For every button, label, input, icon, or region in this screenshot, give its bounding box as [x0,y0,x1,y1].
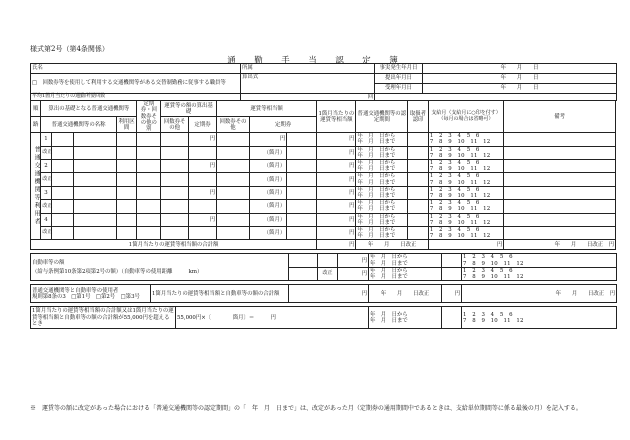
col-pass: 定期券 [189,117,217,133]
table-row [31,146,616,159]
over-calc-cell: 55,000円×〔 箇月〕＝ 円 [176,307,369,329]
col-basis: 算出の基礎となる普通交通機関等 [41,101,137,117]
months-paren: （箇月） [250,146,287,159]
receive-date-label: 受理年月日 [375,84,423,94]
side-label: 普通交通機関等利用者 [31,133,41,240]
monthly-commute-label: 平均1箇月当たりの通勤所要回数 [31,94,241,101]
revision-label: 改正 [41,173,51,186]
period-cell: 年 月 日から 年 月 日まで [356,160,408,173]
col-section: 利用区間 [116,117,137,133]
payment-months[interactable]: 1 2 3 4 5 6 7 8 9 10 11 12 [428,160,503,173]
row-number: 4 [41,213,51,226]
row-number: 2 [41,160,51,173]
col-pass-type: 定期券・回数券その他の別 [137,101,161,133]
payment-months[interactable]: 1 2 3 4 5 6 7 8 9 10 11 12 [428,227,503,240]
yen-unit: 円 [317,200,356,213]
period-cell: 年 月 日から 年 月 日まで [356,146,408,159]
payment-months[interactable]: 1 2 3 4 5 6 7 8 9 10 11 12 [428,146,503,159]
yen-unit: 円 [317,160,356,173]
revision-date-2: 年 月 日改正 円 [462,285,617,303]
footnote: ※ 運賃等の額に改定があった場合における「普通交通機関等の認定期間」の「 年 月 日まで」は、改定があった月（定期券の通用期間中であるときは、支給単位期間等に係る最後の月）を記入する。 [30,405,582,412]
yen-unit: 円 [317,227,356,240]
total-monthly-label: 1箇月当たりの運賃等相当額の合計額 [31,240,317,250]
revision-date-2: 年 月 日改正 円 [504,240,616,250]
col-seq: 順 [31,101,41,117]
car-label: 自動車等の額 [32,259,65,266]
main-table [30,100,616,250]
table-row [31,186,616,199]
yen-unit: 円 [317,146,356,159]
yen-unit: 円 [338,267,369,280]
yen-unit: 円 [317,240,356,250]
yen-unit: 円 [317,133,356,146]
revision-date: 年 月 日改正 [356,240,428,250]
revision-label: 改正 [41,227,51,240]
submit-date-label: 提出年月日 [375,74,423,84]
table-row [31,160,616,173]
yen-unit: 円 [317,186,356,199]
col-monthly: 1箇月当たりの運賃等相当額 [317,101,356,133]
over-table [30,306,617,329]
col-payment: 支給月（支給月に○印を付す）（毎月の場合は省略可） [428,101,503,133]
col-route-name: 普通交通機関等の名称 [41,117,116,133]
period-cell: 年 月 日から 年 月 日まで [356,173,408,186]
col-cert-period: 普通交通機関等の認定期間 [356,101,408,133]
yen-unit: 円 [189,213,217,226]
total-row [31,240,616,250]
period-cell: 年 月 日から 年 月 日まで [369,307,442,329]
months-paren: （箇月） [250,227,287,240]
period-cell: 年 月 日から 年 月 日まで [356,186,408,199]
yen-unit: 円 [189,186,217,199]
yen-unit: 円 [317,173,356,186]
col-remarks: 備考 [504,101,616,133]
times-unit: 回 [241,94,375,101]
yen-unit: 円 [250,133,287,146]
period-cell: 年 月 日から 年 月 日まで [356,227,408,240]
col-count: 回数券その他 [161,117,189,133]
period-cell: 年 月 日から 年 月 日まで [369,267,442,280]
col-route: 路 [31,117,41,133]
revision-date: 年 月 日改正 [369,285,442,303]
table-row [31,173,616,186]
payment-months[interactable]: 1 2 3 4 5 6 7 8 9 10 11 12 [428,213,503,226]
payment-months[interactable]: 1 2 3 4 5 6 7 8 9 10 11 12 [428,173,503,186]
payment-months[interactable]: 1 2 3 4 5 6 7 8 9 10 11 12 [462,267,617,280]
col-verified: 取扱者認印 [408,101,429,133]
period-cell: 年 月 日から 年 月 日まで [369,254,442,267]
over-label: 1箇月当たりの運賃等相当額の合計額又は1箇月当たりの運賃等相当額と自動車等の額の合計額が55,000円を超えるとき [32,308,174,327]
period-cell: 年 月 日から 年 月 日まで [356,133,408,146]
months-paren: （箇月） [250,160,287,173]
yen-unit: 円 [317,213,356,226]
page-title: 通 勤 手 当 認 定 簿 [227,56,403,66]
revision-label: 改正 [318,267,338,280]
payment-months[interactable]: 1 2 3 4 5 6 7 8 9 10 11 12 [428,133,503,146]
event-date-label: 事実発生年月日 [375,64,423,74]
yen-unit: 円 [189,133,217,146]
submit-date-field[interactable]: 年 月 日 [423,74,617,84]
table-row [31,133,616,146]
header-table [30,63,617,101]
receive-date-field[interactable]: 年 月 日 [423,84,617,94]
form-sheet [30,63,616,329]
period-cell: 年 月 日から 年 月 日まで [356,213,408,226]
revision-label: 改正 [41,200,51,213]
col-count2: 回数券その他 [216,117,249,133]
payment-months[interactable]: 1 2 3 4 5 6 7 8 9 10 11 12 [462,254,617,267]
yen-unit: 円 [428,240,503,250]
table-row [31,200,616,213]
period-cell: 年 月 日から 年 月 日まで [356,200,408,213]
calc-formula-label: 算出式 [241,74,375,94]
payment-months[interactable]: 1 2 3 4 5 6 7 8 9 10 11 12 [428,200,503,213]
months-paren: （箇月） [250,200,287,213]
col-pass2: 定期券 [250,117,317,133]
yen-unit: 円 [338,254,369,267]
combined-cell: 普通交通機関等と自動車等の使用者 規則第8条の3 □第1号 □第2号 □第3号 [31,285,151,303]
yen-unit: 円 [189,160,217,173]
car-table [30,253,617,281]
combined-table [30,284,617,303]
event-date-field[interactable]: 年 月 日 [423,64,617,74]
row-number: 1 [41,133,51,146]
payment-months[interactable]: 1 2 3 4 5 6 7 8 9 10 11 12 [428,186,503,199]
col-fare-total: 運賃等相当額 [216,101,316,117]
car-label-cell [31,254,289,281]
table-row [31,213,616,226]
car-sub: （給与条例第10条第2項第2号の額）（自動車等の使用距離 km） [32,268,203,275]
revision-label: 改正 [41,146,51,159]
affiliation-label: 所属 [241,64,375,74]
months-paren: （箇月） [250,173,287,186]
name-label: 氏名 [31,64,241,74]
payment-months[interactable]: 1 2 3 4 5 6 7 8 9 10 11 12 [462,307,617,329]
col-fare-calc: 運賃等の額の算出基礎 [161,101,217,117]
months-paren: （箇月） [250,213,287,226]
shift-worker-checkbox[interactable]: □ 回数券等を使用して利用する交通機関等がある交替制勤務に従事する職員等 [31,74,241,94]
months-paren: （箇月） [250,186,287,199]
table-row [31,227,616,240]
row-number: 3 [41,186,51,199]
yen-unit: 円 [289,285,369,303]
combined-monthly: 1箇月当たりの運賃等相当額と自動車等の額の合計額 [151,285,289,303]
yen-unit: 円 [442,285,462,303]
form-number: 様式第2号（第4条関係） [30,45,109,53]
